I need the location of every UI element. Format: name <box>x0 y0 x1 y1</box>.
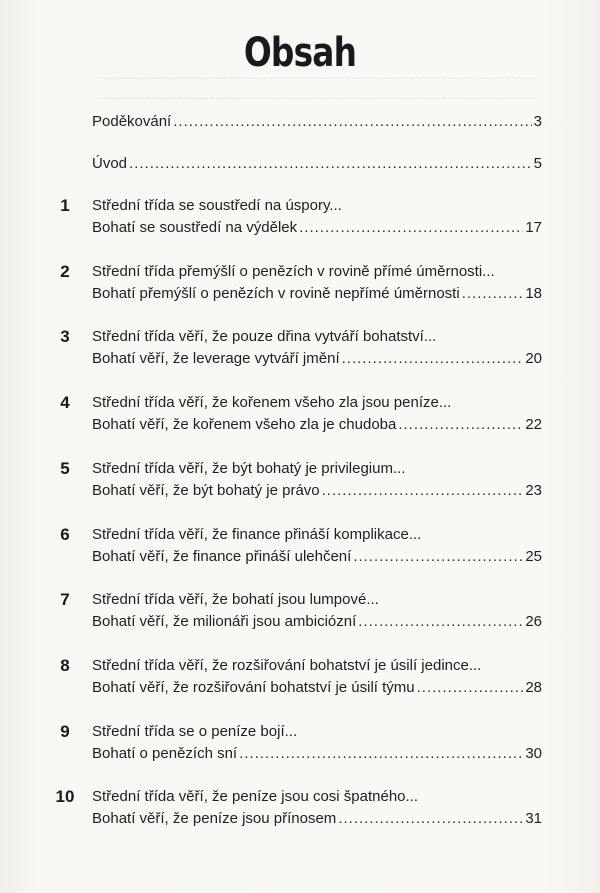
dot-leader <box>129 155 532 173</box>
chapter-number: 10 <box>55 787 75 806</box>
chapter-subheading: Bohatí věří, že kořenem všeho zla je chudoba <box>92 416 397 433</box>
chapter-heading: Střední třída věří, že pouze dřina vytváří bohatství... <box>92 328 437 345</box>
dot-leader <box>322 482 524 500</box>
chapter-heading: Střední třída věří, že být bohatý je privilegium... <box>92 460 406 477</box>
dot-leader <box>398 416 523 434</box>
chapter-7-title-line1[interactable] <box>92 591 542 609</box>
chapter-5-title-line2[interactable] <box>92 482 542 500</box>
dot-leader <box>353 548 523 566</box>
chapter-4-title-line1[interactable] <box>92 394 542 412</box>
chapter-number: 2 <box>60 262 70 281</box>
page-number: 5 <box>533 155 542 172</box>
chapter-subheading: Bohatí věří, že leverage vytváří jmění <box>92 350 340 367</box>
chapter-heading: Střední třída věří, že peníze jsou cosi špatného... <box>92 788 419 805</box>
chapter-subheading: Bohatí přemýšlí o penězích v rovině nepřímé úměrnosti <box>92 285 460 302</box>
chapter-heading: Střední třída přemýšlí o penězích v rovině přímé úměrnosti... <box>92 263 495 280</box>
chapter-6-title-line2[interactable] <box>92 548 542 566</box>
chapter-number: 5 <box>60 459 70 478</box>
chapter-number: 4 <box>60 393 70 412</box>
chapter-number: 9 <box>60 722 70 741</box>
dot-leader <box>342 350 524 368</box>
dot-leader <box>417 679 524 697</box>
chapter-number: 6 <box>60 525 70 544</box>
chapter-3-title-line2[interactable] <box>92 350 542 368</box>
page-number: 17 <box>525 219 542 236</box>
chapter-number: 3 <box>60 327 70 346</box>
chapter-1-title-line2[interactable] <box>92 219 542 237</box>
dot-leader <box>173 113 531 131</box>
page-number: 18 <box>525 285 542 302</box>
chapter-7-title-line2[interactable] <box>92 613 542 631</box>
chapter-8-title-line2[interactable] <box>92 679 542 697</box>
chapter-9-title-line2[interactable] <box>92 745 542 763</box>
dot-leader <box>338 810 523 828</box>
dot-leader <box>462 285 524 303</box>
chapter-1-title-line1[interactable] <box>92 197 542 215</box>
page-number: 22 <box>525 416 542 433</box>
chapter-2-title-line2[interactable] <box>92 285 542 303</box>
chapter-subheading: Bohatí věří, že být bohatý je právo <box>92 482 320 499</box>
chapter-heading: Střední třída se soustředí na úspory... <box>92 197 342 214</box>
chapter-subheading: Bohatí věří, že peníze jsou přínosem <box>92 810 337 827</box>
page-number: 23 <box>525 482 542 499</box>
chapter-number: 1 <box>60 196 70 215</box>
page-number: 26 <box>525 613 542 630</box>
chapter-6-title-line1[interactable] <box>92 526 542 544</box>
chapter-subheading: Bohatí se soustředí na výdělek <box>92 219 298 236</box>
page-number: 25 <box>525 548 542 565</box>
chapter-5-title-line1[interactable] <box>92 460 542 478</box>
chapter-subheading: Bohatí věří, že milionáři jsou ambiciózní <box>92 613 357 630</box>
chapter-subheading: Bohatí o penězích sní <box>92 745 238 762</box>
page-number: 30 <box>525 745 542 762</box>
chapter-9-title-line1[interactable] <box>92 723 542 741</box>
page-number: 28 <box>525 679 542 696</box>
chapter-heading: Střední třída věří, že bohatí jsou lumpové... <box>92 591 379 608</box>
bleed-through-text: ~~~~~~~~~~~~~~~~~~~~~~~~~~~~~~~~~~~~~~~~~~~~~~~~~~~~~~~~~~~~~~~~~~~~ <box>100 73 537 85</box>
chapter-10-title-line1[interactable] <box>92 788 542 806</box>
chapter-number: 8 <box>60 656 70 675</box>
toc-entry-introduction[interactable] <box>92 155 542 173</box>
chapter-8-title-line1[interactable] <box>92 657 542 675</box>
chapter-10-title-line2[interactable] <box>92 810 542 828</box>
entry-label: Úvod <box>92 155 128 172</box>
chapter-subheading: Bohatí věří, že finance přináší ulehčení <box>92 548 352 565</box>
chapter-subheading: Bohatí věří, že rozšiřování bohatství je úsilí týmu <box>92 679 415 696</box>
chapter-heading: Střední třída věří, že kořenem všeho zla jsou peníze... <box>92 394 452 411</box>
chapter-heading: Střední třída věří, že rozšiřování bohatství je úsilí jedince... <box>92 657 482 674</box>
page-number: 20 <box>525 350 542 367</box>
chapter-number: 7 <box>60 590 70 609</box>
chapter-3-title-line1[interactable] <box>92 328 542 346</box>
dot-leader <box>299 219 523 237</box>
toc-entry-acknowledgements[interactable] <box>92 113 542 131</box>
page-title: Obsah <box>243 30 357 76</box>
chapter-4-title-line2[interactable] <box>92 416 542 434</box>
bleed-through-text: ~~~~~~~~~~~~~~~~~~~~~~~~~~~~~~~~~~~~~~~~~~~~~~~~~~~~~~~~~~~~~~~~~~~~ <box>100 93 537 105</box>
page-number: 31 <box>525 810 542 827</box>
dot-leader <box>239 745 523 763</box>
chapter-heading: Střední třída věří, že finance přináší komplikace... <box>92 526 422 543</box>
chapter-heading: Střední třída se o peníze bojí... <box>92 723 298 740</box>
dot-leader <box>358 613 523 631</box>
page-number: 3 <box>533 113 542 130</box>
entry-label: Poděkování <box>92 113 172 130</box>
chapter-2-title-line1[interactable] <box>92 263 542 281</box>
